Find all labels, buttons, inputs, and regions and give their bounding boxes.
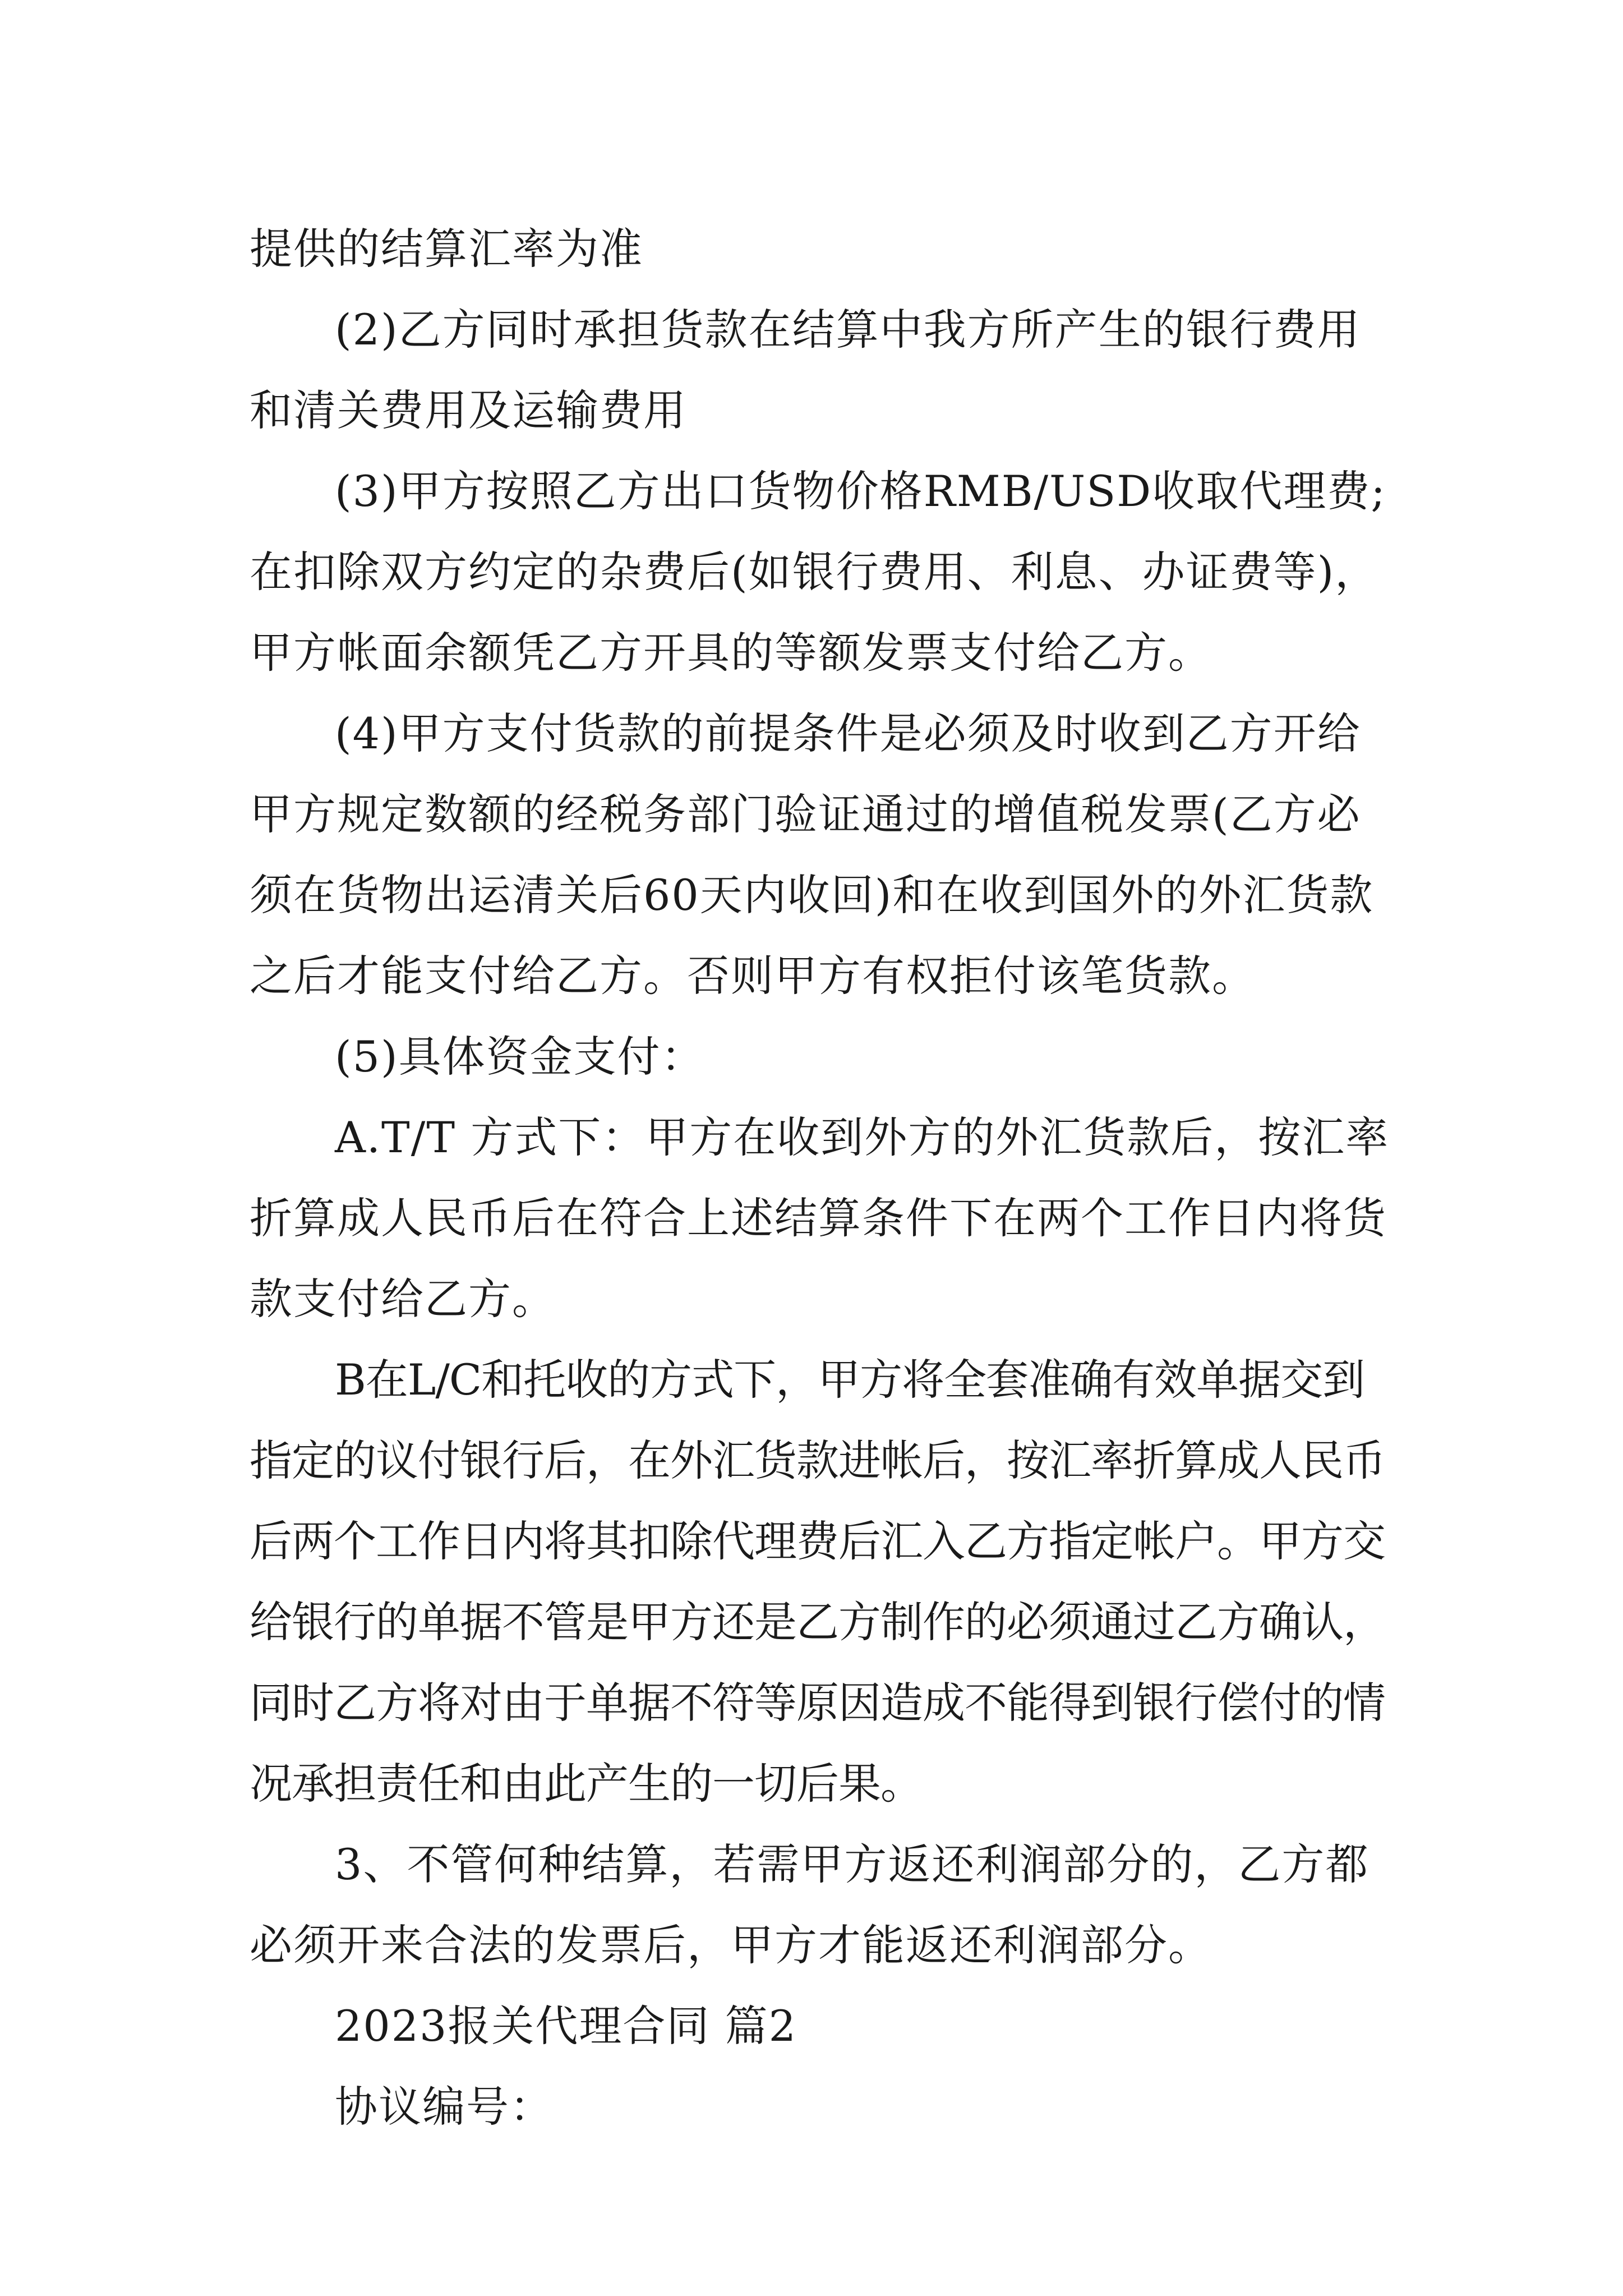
paragraph-clause-5: (5)具体资金支付： — [335, 1032, 705, 1082]
paragraph-clause-5b: B在L/C和托收的方式下，甲方将全套准确有效单据交到指定的议付银行后，在外汇货款进帐后，按汇率折算成人民币后两个工作日内将其扣除代理费后汇入乙方指定帐户。甲方交给银行的单据不管是甲方还是乙方制作的必须通过乙方确认，同时乙方将对由于单据不符等原因造成不能得到银行偿付的情况承担责任和由此产生的一切后果。 — [250, 1355, 1385, 1809]
paragraph-clause-4: (4)甲方支付货款的前提条件是必须及时收到乙方开给甲方规定数额的经税务部门验证通过的增值税发票(乙方必须在货物出运清关后60天内收回)和在收到国外的外汇货款之后才能支付给乙方。否则甲方有权拒付该笔货款。 — [250, 708, 1374, 1001]
paragraph-clause-3: (3)甲方按照乙方出口货物价格RMB/USD收取代理费;在扣除双方约定的杂费后(如银行费用、利息、办证费等)，甲方帐面余额凭乙方开具的等额发票支付给乙方。 — [250, 466, 1386, 678]
paragraph-settlement-rate: 提供的结算汇率为准 — [250, 224, 643, 274]
document-page — [250, 209, 1390, 2147]
paragraph-clause-3-profit: 3、不管何种结算，若需甲方返还利润部分的，乙方都必须开来合法的发票后，甲方才能返还利润部分。 — [250, 1839, 1370, 1970]
paragraph-clause-5a: A.T/T 方式下：甲方在收到外方的外汇货款后，按汇率折算成人民币后在符合上述结算条件下在两个工作日内将货款支付给乙方。 — [250, 1112, 1390, 1324]
agreement-number-label: 协议编号： — [335, 2082, 554, 2132]
section-heading: 2023报关代理合同 篇2 — [335, 2001, 797, 2051]
paragraph-clause-2: (2)乙方同时承担货款在结算中我方所产生的银行费用和清关费用及运输费用 — [250, 305, 1361, 435]
